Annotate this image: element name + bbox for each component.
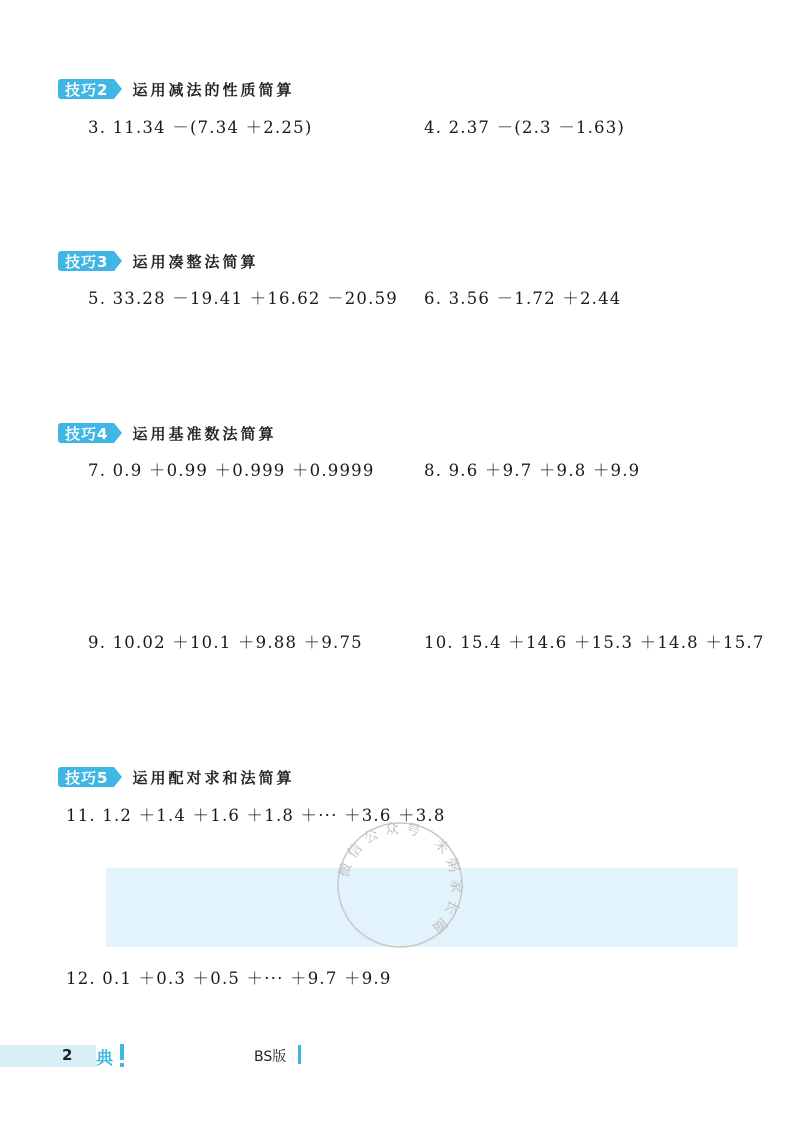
problem-9: 9. 10.02 ＋10.1 ＋9.88 ＋9.75 bbox=[88, 633, 363, 652]
section-tag: 技巧4 bbox=[58, 423, 114, 443]
section-header-tip-4 bbox=[58, 422, 276, 444]
footer-bar bbox=[0, 1045, 96, 1067]
watermark-text: 微信公众号 米粥家长圈 bbox=[336, 820, 465, 940]
svg-text:微信公众号 米粥家长圈 bbox=[335, 820, 465, 939]
section-header-tip-2 bbox=[58, 78, 294, 100]
problem-5: 5. 33.28 －19.41 ＋16.62 －20.59 bbox=[88, 289, 398, 308]
problem-3: 3. 11.34 －(7.34 ＋2.25) bbox=[88, 118, 313, 137]
section-title: 运用凑整法简算 bbox=[132, 252, 259, 271]
section-title: 运用减法的性质简算 bbox=[132, 80, 295, 99]
section-header-tip-3 bbox=[58, 250, 258, 272]
problem-10: 10. 15.4 ＋14.6 ＋15.3 ＋14.8 ＋15.7 bbox=[424, 633, 765, 652]
page-number: 2 bbox=[62, 1046, 73, 1064]
problem-4: 4. 2.37 －(2.3 －1.63) bbox=[424, 118, 626, 137]
edition-divider bbox=[298, 1045, 301, 1064]
footer-logo: 典 bbox=[96, 1049, 113, 1069]
watermark-seal bbox=[330, 815, 470, 955]
problem-6: 6. 3.56 －1.72 ＋2.44 bbox=[424, 289, 622, 308]
section-title: 运用配对求和法简算 bbox=[132, 768, 295, 787]
edition-label: BS版 bbox=[254, 1049, 287, 1065]
problem-12: 12. 0.1 ＋0.3 ＋0.5 ＋··· ＋9.7 ＋9.9 bbox=[66, 969, 392, 988]
problem-7: 7. 0.9 ＋0.99 ＋0.999 ＋0.9999 bbox=[88, 461, 375, 480]
section-header-tip-5 bbox=[58, 766, 294, 788]
logo-exclamation-icon bbox=[120, 1044, 124, 1060]
section-tag: 技巧3 bbox=[58, 251, 114, 271]
problem-8: 8. 9.6 ＋9.7 ＋9.8 ＋9.9 bbox=[424, 461, 641, 480]
logo-dot-icon bbox=[120, 1063, 124, 1067]
section-title: 运用基准数法简算 bbox=[132, 424, 277, 443]
problem-11: 11. 1.2 ＋1.4 ＋1.6 ＋1.8 ＋··· ＋3.6 ＋3.8 bbox=[66, 806, 446, 825]
section-tag: 技巧5 bbox=[58, 767, 114, 787]
section-tag: 技巧2 bbox=[58, 79, 114, 99]
